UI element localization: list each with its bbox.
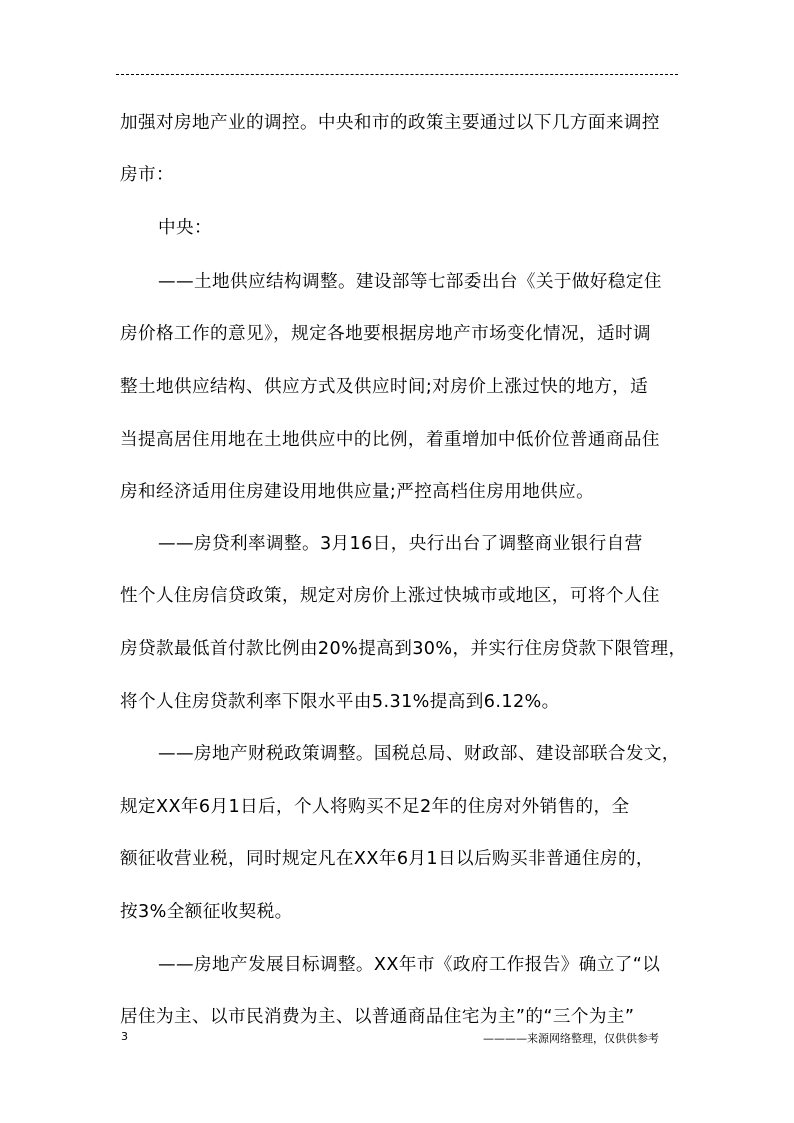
text-line: ——房贷利率调整。3月16日，央行出台了调整商业银行自营 — [158, 534, 643, 554]
text-line: 房价格工作的意见》，规定各地要根据房地产市场变化情况，适时调 — [120, 324, 652, 344]
text-line: 整土地供应结构、供应方式及供应时间;对房价上涨过快的地方，适 — [120, 377, 649, 397]
text-line: ——房地产财税政策调整。国税总局、财政部、建设部联合发文， — [158, 744, 680, 764]
text-line: 按3%全额征收契税。 — [120, 902, 293, 922]
text-line: 加强对房地产业的调控。中央和市的政策主要通过以下几方面来调控 — [120, 113, 660, 133]
text-line: 中央： — [158, 218, 212, 238]
text-line: 房和经济适用住房建设用地供应量;严控高档住房用地供应。 — [120, 482, 595, 502]
text-line: 居住为主、以市民消费为主、以普通商品住宅为主”的“三个为主” — [120, 1007, 635, 1027]
text-line: 将个人住房贷款利率下限水平由5.31%提高到6.12%。 — [120, 692, 560, 712]
header-divider — [116, 74, 678, 75]
text-line: ——房地产发展目标调整。XX年市《政府工作报告》确立了“以 — [158, 955, 661, 975]
source-note: ————来源网络整理，仅供供参考 — [483, 1032, 659, 1045]
text-line: 房贷款最低首付款比例由20%提高到30%，并实行住房贷款下限管理， — [120, 639, 687, 659]
text-line: 房市： — [120, 165, 174, 185]
text-line: 性个人住房信贷政策，规定对房价上涨过快城市或地区，可将个人住 — [120, 586, 660, 606]
text-line: ——土地供应结构调整。建设部等七部委出台《关于做好稳定住 — [158, 272, 662, 292]
text-line: 当提高居住用地在土地供应中的比例，着重增加中低价位普通商品住 — [120, 430, 660, 450]
text-line: 规定XX年6月1日后，个人将购买不足2年的住房对外销售的，全 — [120, 797, 630, 817]
page-number: 3 — [121, 1030, 128, 1043]
text-line: 额征收营业税，同时规定凡在XX年6月1日以后购买非普通住房的， — [120, 849, 654, 869]
